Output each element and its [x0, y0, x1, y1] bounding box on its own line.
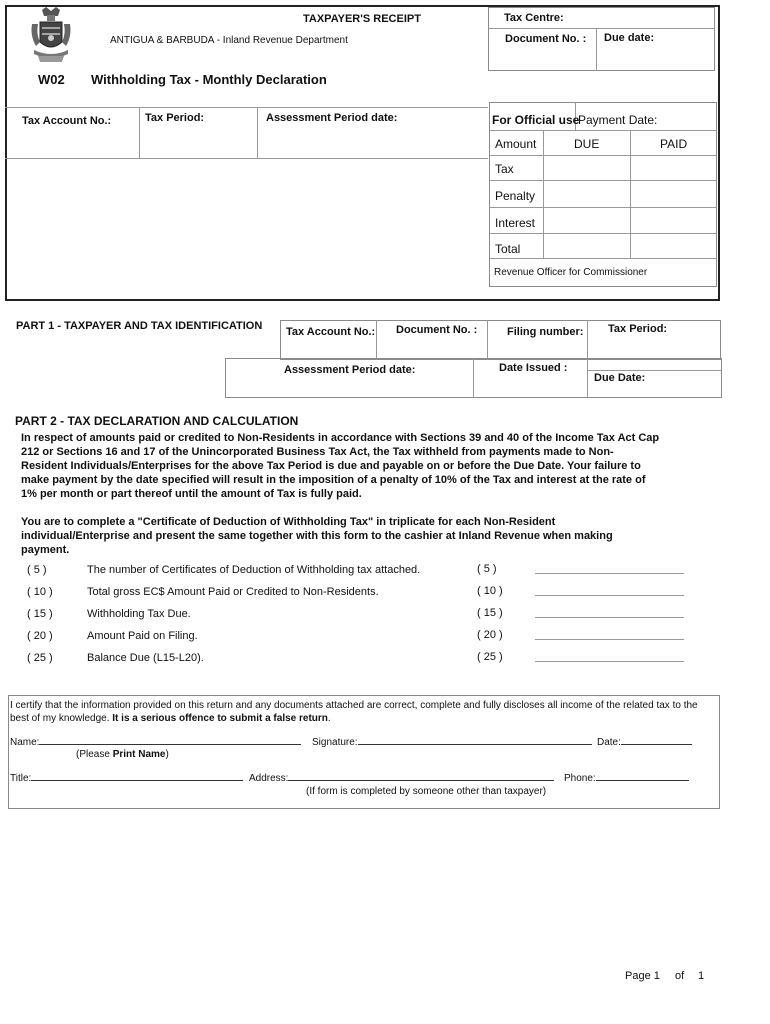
part1-title: PART 1 - TAXPAYER AND TAX IDENTIFICATION	[16, 320, 263, 332]
part2-para1-line4: make payment by the date specified will result in the imposition of a penalty of 10% of the Tax and interest at the rate of	[21, 474, 646, 486]
part1-date-issued-label: Date Issued :	[499, 362, 568, 374]
row-penalty: Penalty	[495, 189, 536, 203]
part2-title: PART 2 - TAX DECLARATION AND CALCULATION	[15, 414, 299, 428]
line-5-num: ( 5 )	[27, 564, 47, 576]
payment-date-label: Payment Date:	[578, 113, 658, 127]
line-5-ref: ( 5 )	[477, 563, 497, 575]
coat-of-arms-icon	[28, 6, 74, 64]
date-field[interactable]	[621, 744, 692, 745]
signature-field[interactable]	[358, 744, 592, 745]
line-10-num: ( 10 )	[27, 586, 53, 598]
other-person-note: (If form is completed by someone other than taxpayer)	[306, 786, 547, 797]
signature-row	[312, 737, 592, 748]
col-paid: PAID	[660, 137, 688, 151]
line-15-input[interactable]	[535, 617, 684, 618]
certify-text-end: .	[327, 713, 331, 724]
department-name: ANTIGUA & BARBUDA - Inland Revenue Department	[110, 35, 348, 46]
receipt-title: TAXPAYER'S RECEIPT	[303, 13, 421, 25]
line-25-input[interactable]	[535, 661, 684, 662]
page-label: Page 1	[625, 970, 660, 982]
officer-label: Revenue Officer for Commissioner	[494, 267, 648, 278]
part1-assessment-label: Assessment Period date:	[284, 364, 416, 376]
title-field[interactable]	[31, 780, 243, 781]
name-field[interactable]	[39, 744, 301, 745]
line-20-num: ( 20 )	[27, 630, 53, 642]
name-row	[10, 737, 301, 748]
certify-text-main: I certify that the information provided on this return and any documents attached are correct, complete and fully discloses all income of the related tax to the best of my knowledge.	[10, 700, 698, 724]
line-10-ref: ( 10 )	[477, 585, 503, 597]
name-label: Name:	[10, 737, 40, 748]
part2-para1-line1: In respect of amounts paid or credited to Non-Residents in accordance with Sections 39 and 40 of the Income Tax Act Cap	[21, 432, 660, 444]
part2-para2-line2: individual/Enterprise and present the same together with this form to the cashier at Inland Revenue when making	[21, 530, 613, 542]
official-use-title: For Official use	[492, 113, 580, 127]
line-10-input[interactable]	[535, 595, 684, 596]
receipt-tax-account-label: Tax Account No.:	[22, 115, 112, 127]
certify-text	[10, 699, 716, 725]
line-25-ref: ( 25 )	[477, 651, 503, 663]
due-date-label: Due date:	[604, 32, 655, 44]
tax-centre-label: Tax Centre:	[504, 12, 564, 24]
line-10-label: Total gross EC$ Amount Paid or Credited to Non-Residents.	[87, 586, 379, 598]
document-no-label: Document No. :	[505, 33, 587, 45]
signature-label: Signature:	[312, 737, 358, 748]
part1-document-no-label: Document No. :	[396, 324, 478, 336]
line-15-num: ( 15 )	[27, 608, 53, 620]
part2-para2-line3: payment.	[21, 544, 70, 556]
line-5-label: The number of Certificates of Deduction of Withholding tax attached.	[87, 564, 421, 576]
line-20-input[interactable]	[535, 639, 684, 640]
address-label: Address:	[249, 773, 289, 784]
line-25-label: Balance Due (L15-L20).	[87, 652, 204, 664]
form-title: Withholding Tax - Monthly Declaration	[91, 72, 327, 87]
line-20-ref: ( 20 )	[477, 629, 503, 641]
receipt-assessment-label: Assessment Period date:	[266, 112, 398, 124]
date-row	[597, 737, 692, 748]
part1-tax-account-label: Tax Account No.:	[286, 326, 376, 338]
col-due: DUE	[574, 137, 600, 151]
part1-tax-period-label: Tax Period:	[608, 323, 668, 335]
row-interest: Interest	[495, 216, 536, 230]
total-pages: 1	[698, 970, 705, 982]
line-15-ref: ( 15 )	[477, 607, 503, 619]
part1-filing-number-label: Filing number:	[507, 326, 584, 338]
phone-row	[564, 773, 689, 784]
title-label: Title:	[10, 773, 32, 784]
receipt-tax-period-label: Tax Period:	[145, 112, 205, 124]
part2-para2-line1: You are to complete a "Certificate of Deduction of Withholding Tax" in triplicate for each Non-Resident	[21, 516, 556, 528]
of-label: of	[675, 970, 685, 982]
address-field[interactable]	[288, 780, 554, 781]
line-20-label: Amount Paid on Filing.	[87, 630, 198, 642]
title-row	[10, 773, 243, 784]
part1-due-date-label: Due Date:	[594, 372, 646, 384]
line-15-label: Withholding Tax Due.	[87, 608, 191, 620]
address-row	[249, 773, 554, 784]
date-label: Date:	[597, 737, 621, 748]
form-code: W02	[38, 72, 65, 87]
phone-label: Phone:	[564, 773, 596, 784]
col-amount: Amount	[495, 137, 537, 151]
print-name-note: (Please Print Name)	[76, 749, 169, 760]
row-total: Total	[495, 242, 521, 256]
part2-para1-line3: Resident Individuals/Enterprises for the above Tax Period is due and payable on or before the Due Date. Your failure to	[21, 460, 641, 472]
row-tax: Tax	[495, 162, 514, 176]
phone-field[interactable]	[596, 780, 689, 781]
certify-text-bold: It is a serious offence to submit a false return	[112, 713, 328, 724]
part2-para1-line2: 212 or Sections 16 and 17 of the Unincorporated Business Tax Act, the Tax withheld from payments made to Non-	[21, 446, 614, 458]
part2-para1-line5: 1% per month or part thereof until the amount of Tax is fully paid.	[21, 488, 362, 500]
line-5-input[interactable]	[535, 573, 684, 574]
line-25-num: ( 25 )	[27, 652, 53, 664]
